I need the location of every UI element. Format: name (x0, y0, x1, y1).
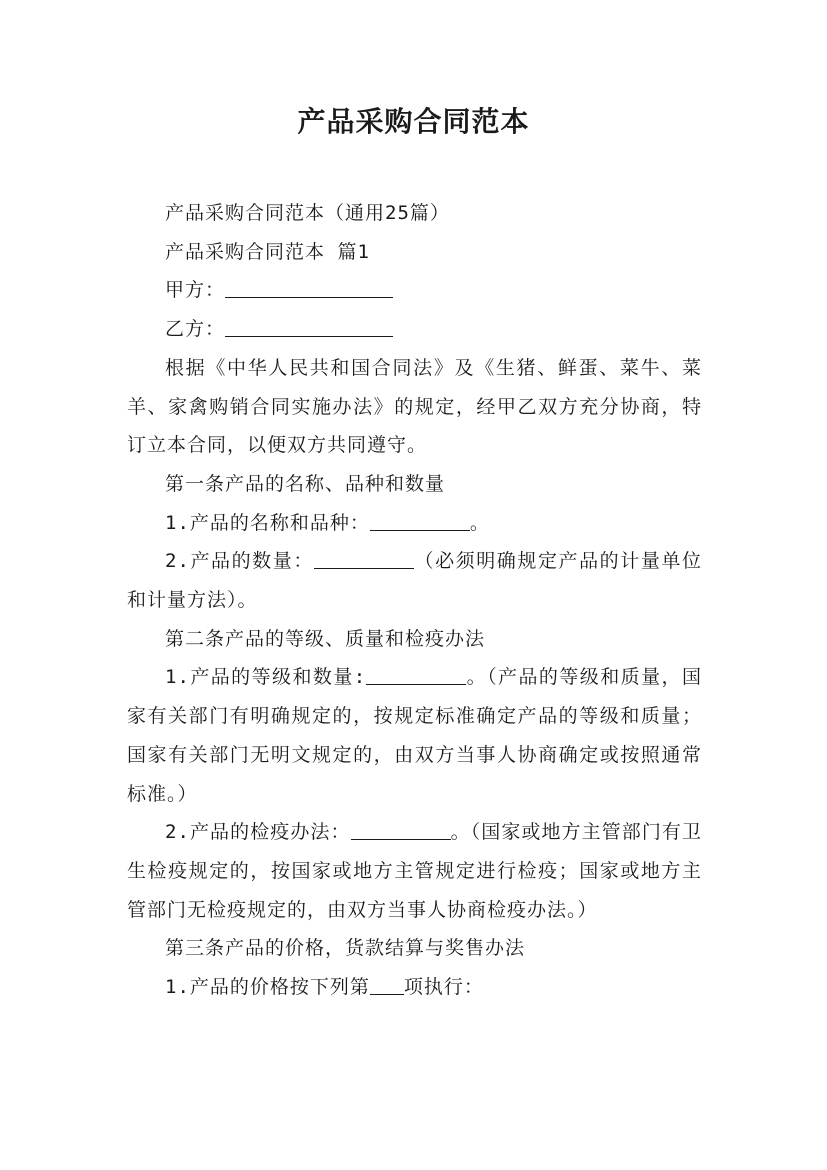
paragraph-article-3-1 (127, 968, 702, 1007)
paragraph-article-1: 第一条产品的名称、品种和数量 (165, 472, 446, 495)
paragraph-article-1-1 (127, 504, 702, 543)
party-a-blank (225, 278, 393, 298)
paragraph-pian1: 产品采购合同范本 篇1 (165, 240, 370, 263)
paragraph-article-3: 第三条产品的价格，货款结算与奖售办法 (165, 937, 526, 960)
article-3-1-blank (370, 975, 404, 995)
party-b-blank (225, 317, 393, 337)
article-1-1-blank (370, 511, 470, 531)
paragraph-intro: 产品采购合同范本（通用25篇） (165, 202, 450, 224)
party-a-label: 甲方： (165, 279, 226, 302)
article-3-1-before: 1.产品的价格按下列第 (165, 976, 370, 999)
party-b-label: 乙方： (165, 318, 226, 341)
paragraph-party-a (127, 271, 702, 310)
article-2-1-before: 1.产品的等级和数量: (165, 666, 367, 689)
paragraph-article-1-2 (127, 542, 702, 619)
article-1-2-after: （必须明确规定产品的计量单位和计量方法）。 (127, 550, 702, 612)
paragraph-article-2: 第二条产品的等级、质量和检疫办法 (165, 627, 486, 650)
article-1-1-after: 。 (469, 511, 490, 534)
paragraph-party-b (127, 310, 702, 349)
article-2-2-blank (351, 820, 451, 840)
article-2-2-after: 。（国家或地方主管部门有卫生检疫规定的，按国家或地方主管规定进行检疫；国家或地方主管部门无检疫规定的，由双方当事人协商检疫办法。） (127, 821, 702, 921)
article-3-1-after: 项执行： (403, 976, 484, 999)
article-1-2-before: 2.产品的数量： (165, 550, 314, 573)
paragraph-article-2-2 (127, 813, 702, 929)
article-2-1-after: 。（产品的等级和质量，国家有关部门有明确规定的，按规定标准确定产品的等级和质量；国家有关部门无明文规定的，由双方当事人协商确定或按照通常标准。） (127, 666, 702, 805)
article-1-2-blank (314, 549, 414, 569)
paragraph-article-2-1 (127, 658, 702, 813)
article-2-2-before: 2.产品的检疫办法： (165, 821, 351, 844)
paragraph-basis: 根据《中华人民共和国合同法》及《生猪、鲜蛋、菜牛、菜羊、家禽购销合同实施办法》的规定，经甲乙双方充分协商，特订立本合同，以便双方共同遵守。 (127, 356, 702, 457)
document-title: 产品采购合同范本 (297, 105, 530, 138)
document-body (127, 194, 702, 1007)
article-1-1-before: 1.产品的名称和品种： (165, 511, 370, 534)
article-2-1-blank (366, 665, 466, 685)
